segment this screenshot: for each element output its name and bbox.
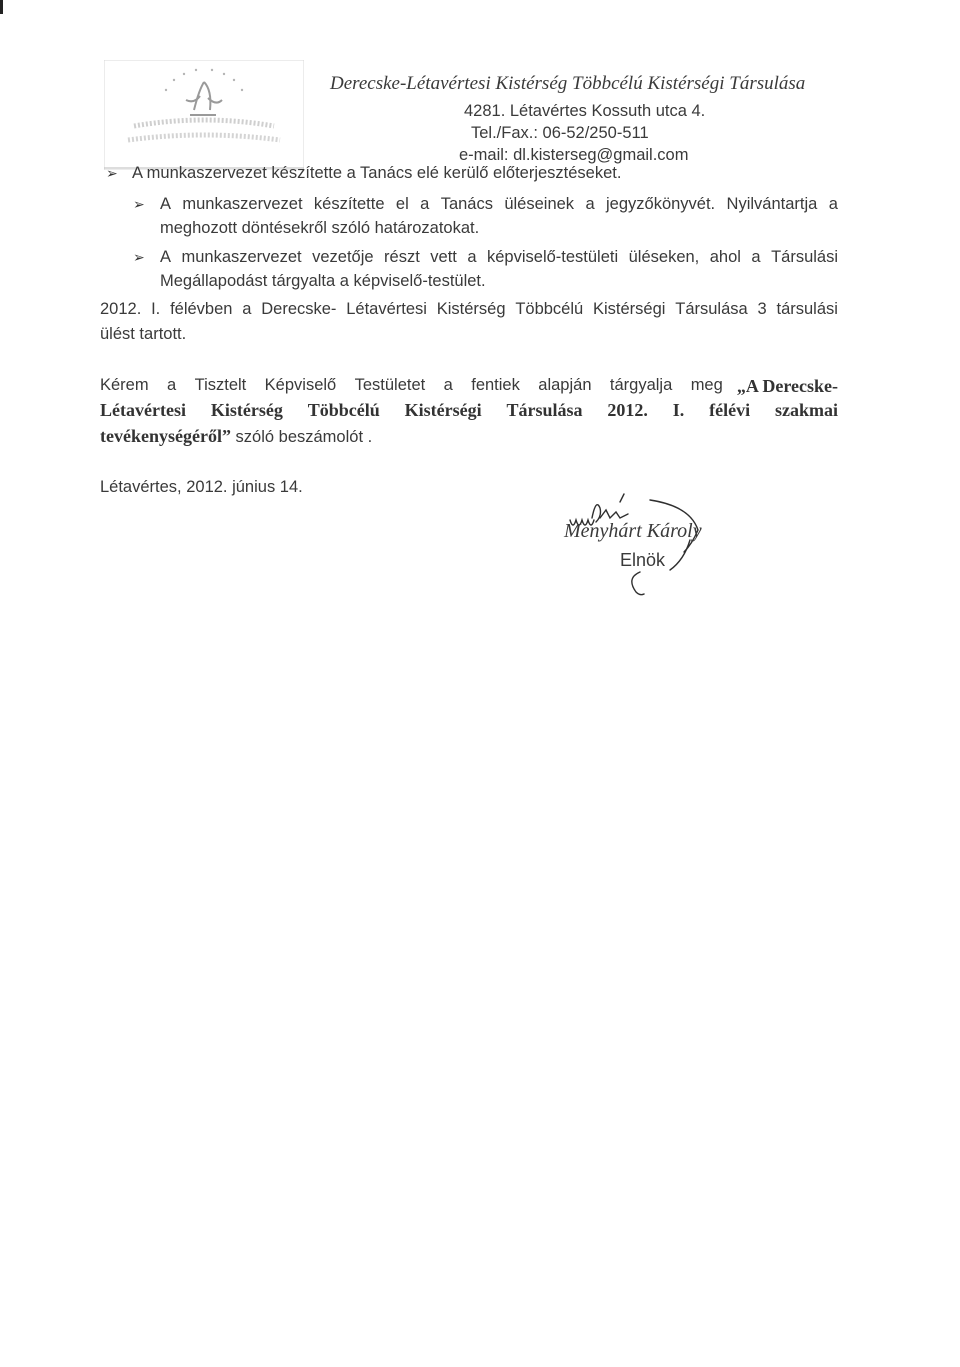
organization-name: Derecske-Létavértesi Kistérség Többcélú Kistérségi Társulása xyxy=(330,73,806,94)
organization-email: e-mail: dl.kisterseg@gmail.com xyxy=(459,146,689,164)
word: a xyxy=(242,300,252,318)
word: képviselő-testületi xyxy=(487,248,619,266)
word: Kistérségi xyxy=(404,400,482,420)
word: szakmai xyxy=(775,400,838,420)
bullet-arrow-icon: ➢ xyxy=(106,165,118,181)
signatory-name: Menyhárt Károly xyxy=(564,520,702,542)
word: a xyxy=(467,248,477,266)
request-line-3-rest: szóló beszámolót . xyxy=(230,428,373,446)
word: I. xyxy=(672,400,685,420)
word: Többcélú xyxy=(515,300,584,318)
word: munkaszervezet xyxy=(181,248,302,266)
word: Létavértesi xyxy=(346,300,427,318)
request-line-1-bold: „A Derecske- xyxy=(736,376,838,396)
request-line-2 xyxy=(100,400,838,421)
word: a xyxy=(585,195,595,213)
bullet-3-line-1 xyxy=(160,248,838,267)
word: Létavértesi xyxy=(100,400,186,420)
word: Testületet xyxy=(354,376,426,394)
word: üléseken, xyxy=(628,248,700,266)
word: Kistérség xyxy=(436,300,506,318)
word: ahol xyxy=(709,248,741,266)
word: meg xyxy=(690,376,723,394)
bullet-arrow-icon: ➢ xyxy=(133,196,145,212)
word: tárgyalja xyxy=(609,376,673,394)
word: fentiek xyxy=(471,376,520,394)
organization-telfax: Tel./Fax.: 06-52/250-511 xyxy=(471,124,649,142)
bullet-2-line-1 xyxy=(160,195,838,214)
word: üléseinek xyxy=(504,195,575,213)
word: Kistérségi xyxy=(593,300,666,318)
word: félévi xyxy=(709,400,751,420)
word: a xyxy=(828,195,838,213)
word: félévben xyxy=(170,300,233,318)
word: Derecske- xyxy=(261,300,337,318)
word: jegyzőkönyvét. xyxy=(606,195,716,213)
summary-line-2: ülést tartott. xyxy=(100,325,187,343)
word: társulási xyxy=(776,300,838,318)
word: készítette xyxy=(313,195,385,213)
signatory-title: Elnök xyxy=(620,550,666,570)
word: alapján xyxy=(538,376,592,394)
request-line-1-words xyxy=(100,376,723,397)
word: a xyxy=(751,248,761,266)
word: Kérem xyxy=(100,376,149,394)
request-line-1 xyxy=(100,376,838,397)
word: 3 xyxy=(757,300,767,318)
word: Társulási xyxy=(771,248,838,266)
word: Nyilvántartja xyxy=(726,195,818,213)
handwritten-signature xyxy=(530,480,760,610)
bullet-arrow-icon: ➢ xyxy=(133,249,145,265)
scan-edge-mark xyxy=(0,0,3,14)
word: a xyxy=(443,376,453,394)
summary-line-1 xyxy=(100,300,838,319)
word: a xyxy=(420,195,430,213)
word: 2012. xyxy=(100,300,142,318)
bullet-1-text: A munkaszervezet készítette a Tanács elé kerülő előterjesztéseket. xyxy=(132,164,622,182)
bullet-2-line-2: meghozott döntésekről szóló határozatokat. xyxy=(160,219,480,237)
request-line-3 xyxy=(100,426,372,447)
word: A xyxy=(160,195,172,213)
word: Tanács xyxy=(440,195,493,213)
word: Többcélú xyxy=(307,400,380,420)
word: Képviselő xyxy=(264,376,337,394)
word: 2012. xyxy=(607,400,648,420)
word: Kistérség xyxy=(210,400,283,420)
word: I. xyxy=(151,300,161,318)
word: vett xyxy=(430,248,457,266)
word: el xyxy=(395,195,409,213)
word: Társulása xyxy=(675,300,748,318)
word: A xyxy=(160,248,172,266)
word: részt xyxy=(384,248,420,266)
word: munkaszervezet xyxy=(182,195,303,213)
bullet-3-line-2: Megállapodást tárgyalta a képviselő-testület. xyxy=(160,272,486,290)
word: a xyxy=(167,376,177,394)
association-logo xyxy=(104,60,304,170)
organization-address: 4281. Létavértes Kossuth utca 4. xyxy=(464,102,706,120)
word: Társulása xyxy=(506,400,583,420)
word: Tisztelt xyxy=(194,376,247,394)
word: vezetője xyxy=(312,248,374,266)
request-line-3-bold: tevékenységéről” xyxy=(100,426,231,446)
date-line: Létavértes, 2012. június 14. xyxy=(100,478,303,496)
